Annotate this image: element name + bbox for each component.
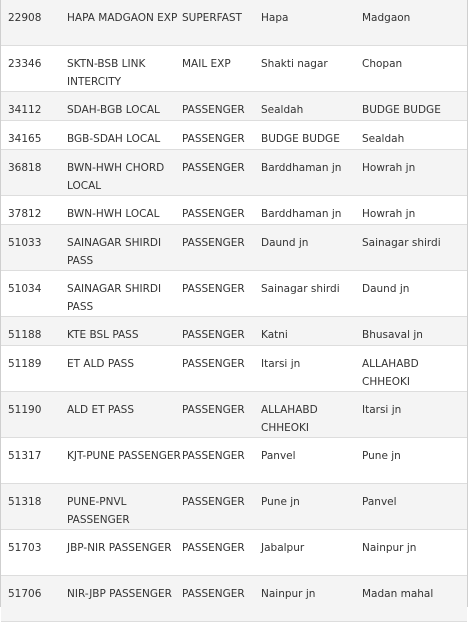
train-number: 34165 [8, 133, 42, 145]
table-row[interactable] [1, 576, 467, 622]
to-station: Daund jn [362, 283, 410, 295]
to-station: Pune jn [362, 450, 401, 462]
to-station: Panvel [362, 496, 397, 508]
to-station: Nainpur jn [362, 542, 417, 554]
train-type: PASSENGER [182, 162, 245, 174]
train-name: SKTN-BSB LINK INTERCITY [67, 58, 146, 88]
train-name: BWN-HWH LOCAL [67, 208, 160, 220]
train-type: PASSENGER [182, 237, 245, 249]
train-number: 51188 [8, 329, 42, 341]
train-name: KTE BSL PASS [67, 329, 139, 341]
from-station: Shakti nagar [261, 58, 328, 70]
train-number: 36818 [8, 162, 42, 174]
to-station: BUDGE BUDGE [362, 104, 441, 116]
from-station: Katni [261, 329, 288, 341]
table-row[interactable] [1, 346, 467, 392]
train-name: SAINAGAR SHIRDI PASS [67, 283, 162, 313]
train-name: BWN-HWH CHORD LOCAL [67, 162, 165, 192]
from-station: BUDGE BUDGE [261, 133, 340, 145]
to-station: Bhusaval jn [362, 329, 423, 341]
train-number: 51034 [8, 283, 42, 295]
train-type: PASSENGER [182, 404, 245, 416]
train-name: BGB-SDAH LOCAL [67, 133, 161, 145]
train-number: 51317 [8, 450, 42, 462]
table-row[interactable] [1, 484, 467, 530]
train-type: PASSENGER [182, 496, 245, 508]
train-number: 51033 [8, 237, 42, 249]
train-name: SAINAGAR SHIRDI PASS [67, 237, 162, 267]
train-type: PASSENGER [182, 542, 245, 554]
table-row[interactable] [1, 0, 467, 46]
table-row[interactable] [1, 121, 467, 150]
train-name: SDAH-BGB LOCAL [67, 104, 160, 116]
train-name: JBP-NIR PASSENGER [67, 542, 172, 554]
to-station: Sainagar shirdi [362, 237, 441, 249]
from-station: Nainpur jn [261, 588, 316, 600]
from-station: Panvel [261, 450, 296, 462]
table-row[interactable] [1, 392, 467, 438]
from-station: Itarsi jn [261, 358, 301, 370]
from-station: Hapa [261, 12, 289, 24]
train-type: PASSENGER [182, 104, 245, 116]
train-type: PASSENGER [182, 450, 245, 462]
train-number: 34112 [8, 104, 42, 116]
table-row[interactable] [1, 225, 467, 271]
train-type: MAIL EXP [182, 58, 231, 70]
to-station: Howrah jn [362, 208, 416, 220]
from-station: Barddhaman jn [261, 208, 342, 220]
train-number: 23346 [8, 58, 42, 70]
train-type: PASSENGER [182, 329, 245, 341]
train-number: 51318 [8, 496, 42, 508]
from-station: Daund jn [261, 237, 309, 249]
from-station: Sainagar shirdi [261, 283, 340, 295]
to-station: Itarsi jn [362, 404, 402, 416]
table-row[interactable] [1, 317, 467, 346]
train-number: 22908 [8, 12, 42, 24]
train-name: ET ALD PASS [67, 358, 135, 370]
train-type: PASSENGER [182, 283, 245, 295]
train-name: ALD ET PASS [67, 404, 135, 416]
from-station: Jabalpur [261, 542, 305, 554]
train-type: SUPERFAST [182, 12, 242, 24]
from-station: Pune jn [261, 496, 300, 508]
table-row[interactable] [1, 46, 467, 92]
to-station: Chopan [362, 58, 403, 70]
to-station: Madan mahal [362, 588, 434, 600]
train-type: PASSENGER [182, 588, 245, 600]
table-row[interactable] [1, 530, 467, 576]
to-station: ALLAHABD CHHEOKI [362, 358, 419, 388]
table-row[interactable] [1, 271, 467, 317]
to-station: Madgaon [362, 12, 411, 24]
train-number: 51703 [8, 542, 42, 554]
table-row[interactable] [1, 92, 467, 121]
from-station: ALLAHABD CHHEOKI [261, 404, 318, 434]
table-row[interactable] [1, 150, 467, 196]
from-station: Sealdah [261, 104, 304, 116]
train-name: HAPA MADGAON EXP [67, 12, 178, 24]
train-number: 37812 [8, 208, 42, 220]
from-station: Barddhaman jn [261, 162, 342, 174]
table-row[interactable] [1, 196, 467, 225]
train-number: 51189 [8, 358, 42, 370]
train-number: 51190 [8, 404, 42, 416]
trains-table [1, 0, 467, 622]
table-row[interactable] [1, 438, 467, 484]
train-type: PASSENGER [182, 208, 245, 220]
to-station: Howrah jn [362, 162, 416, 174]
train-type: PASSENGER [182, 133, 245, 145]
train-name: NIR-JBP PASSENGER [67, 588, 172, 600]
train-number: 51706 [8, 588, 42, 600]
train-name: PUNE-PNVL PASSENGER [67, 496, 130, 526]
train-type: PASSENGER [182, 358, 245, 370]
to-station: Sealdah [362, 133, 405, 145]
train-name: KJT-PUNE PASSENGER [67, 450, 181, 462]
